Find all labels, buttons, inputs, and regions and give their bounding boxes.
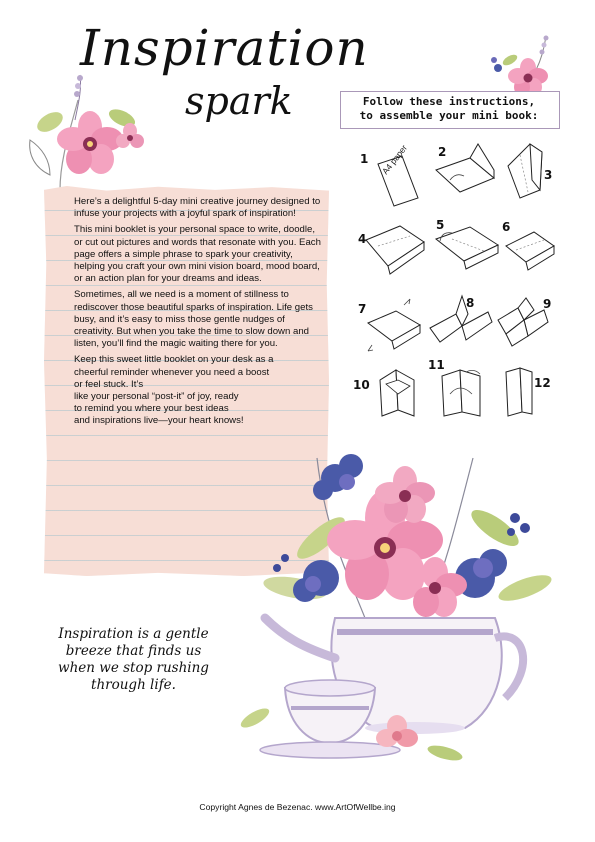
step-number-6: 6: [502, 220, 511, 234]
intro-paragraph-3: Sometimes, all we need is a moment of stillness to rediscover those beautiful sparks of inspiration. Life gets busy, and it’s easy to miss those gentle nudges of creativity. But when you take the time to slow down and listen, you’ll find the magic waiting there for you.: [74, 289, 313, 350]
step-number-1: 1: [360, 152, 369, 166]
step-number-4: 4: [358, 232, 367, 246]
step-number-8: 8: [466, 296, 475, 310]
teapot-flowers-illustration: [225, 418, 565, 778]
step-8-diagram: [426, 292, 496, 354]
step-7-diagram: [360, 295, 428, 355]
instructions-line-2: to assemble your mini book:: [359, 109, 539, 122]
instructions-heading: [340, 95, 558, 123]
step-9-diagram: [494, 296, 554, 356]
step-number-3: 3: [544, 168, 553, 182]
step-12-diagram: [498, 366, 538, 422]
intro-text-block: [74, 196, 324, 432]
floral-top-left-illustration: [20, 60, 150, 200]
step-11-diagram: [436, 366, 492, 421]
step-number-10: 10: [353, 378, 370, 392]
step-5-diagram: [430, 215, 505, 275]
intro-paragraph-2: This mini booklet is your personal space to write, doodle, or cut out pictures and words that resonate with you. Each page offers a simple phrase to spark your creativity, helping you craft your own mini vision board, mood board, or an action plan for your dreams and ideas.: [74, 224, 321, 285]
copyright-footer: Copyright Agnes de Bezenac. www.ArtOfWellbe.ing: [199, 802, 396, 812]
step-number-2: 2: [438, 145, 447, 159]
step-number-5: 5: [436, 218, 445, 232]
step-4-diagram: [362, 222, 432, 282]
step-number-11: 11: [428, 358, 445, 372]
inspiration-quote: Inspiration is a gentle breeze that finds us when we stop rushing through life.: [58, 626, 209, 693]
intro-paragraph-4b: like your personal “post-it” of joy, ready to remind you where your best ideas and inspirations live—your heart knows!: [74, 391, 244, 427]
step-2-diagram: [430, 140, 500, 205]
intro-paragraph-4a: Keep this sweet little booklet on your desk as a cheerful reminder whenever you need a boost or feel stuck. It’s: [74, 354, 274, 390]
step-number-9: 9: [543, 297, 552, 311]
page-title: Inspiration: [80, 19, 369, 77]
page-subtitle: spark: [185, 79, 293, 123]
instructions-line-1: Follow these instructions,: [362, 95, 536, 108]
step-1-paper-label: A4 paper: [380, 142, 410, 177]
step-6-diagram: [502, 218, 562, 278]
intro-paragraph-1: Here’s a delightful 5-day mini creative journey designed to infuse your projects with a joyful spark of inspiration!: [74, 196, 321, 220]
step-number-7: 7: [358, 302, 367, 316]
step-number-12: 12: [534, 376, 551, 390]
step-10-diagram: [374, 366, 424, 421]
step-3-diagram: [500, 140, 560, 205]
